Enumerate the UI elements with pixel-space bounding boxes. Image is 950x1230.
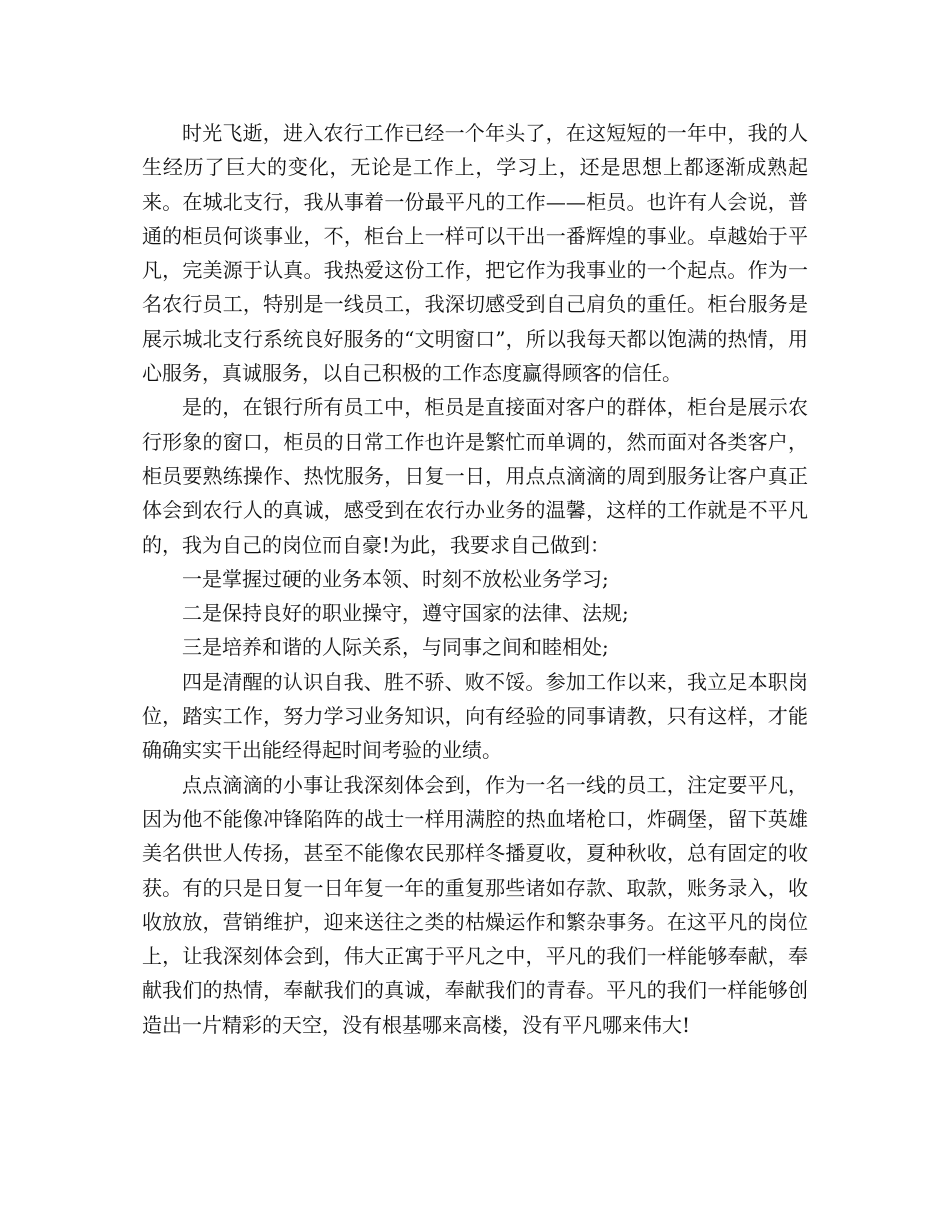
document-body xyxy=(142,116,808,1042)
paragraph-5: 三是培养和谐的人际关系，与同事之间和睦相处; xyxy=(182,635,609,660)
paragraph-6: 四是清醒的认识自我、胜不骄、败不馁。参加工作以来，我立足本职岗位，踏实工作，努力学习业务知识，向有经验的同事请教，只有这样，才能确确实实干出能经得起时间考验的业绩。 xyxy=(142,669,808,763)
paragraph-3: 一是掌握过硬的业务本领、时刻不放松业务学习; xyxy=(182,566,609,591)
paragraph-4: 二是保持良好的职业操守，遵守国家的法律、法规; xyxy=(182,601,629,626)
paragraph-7: 点点滴滴的小事让我深刻体会到，作为一名一线的员工，注定要平凡，因为他不能像冲锋陷阵的战士一样用满腔的热血堵枪口，炸碉堡，留下英雄美名供世人传扬，甚至不能像农民那样冬播夏收，夏种秋收，总有固定的收获。有的只是日复一日年复一年的重复那些诸如存款、取款，账务录入，收收放放，营销维护，迎来送往之类的枯燥运作和繁杂事务。在这平凡的岗位上，让我深刻体会到，伟大正寓于平凡之中，平凡的我们一样能够奉献，奉献我们的热情，奉献我们的真诚，奉献我们的青春。平凡的我们一样能够创造出一片精彩的天空，没有根基哪来高楼，没有平凡哪来伟大! xyxy=(142,772,808,1037)
paragraph-2: 是的，在银行所有员工中，柜员是直接面对客户的群体，柜台是展示农行形象的窗口，柜员的日常工作也许是繁忙而单调的，然而面对各类客户，柜员要熟练操作、热忱服务，日复一日，用点点滴滴的周到服务让客户真正体会到农行人的真诚，感受到在农行办业务的温馨，这样的工作就是不平凡的，我为自己的岗位而自豪!为此，我要求自己做到： xyxy=(142,395,808,557)
paragraph-1: 时光飞逝，进入农行工作已经一个年头了，在这短短的一年中，我的人生经历了巨大的变化，无论是工作上，学习上，还是思想上都逐渐成熟起来。在城北支行，我从事着一份最平凡的工作——柜员。也许有人会说，普通的柜员何谈事业，不，柜台上一样可以干出一番辉煌的事业。卓越始于平凡，完美源于认真。我热爱这份工作，把它作为我事业的一个起点。作为一名农行员工，特别是一线员工，我深切感受到自己肩负的重任。柜台服务是展示城北支行系统良好服务的“文明窗口”，所以我每天都以饱满的热情，用心服务，真诚服务，以自己积极的工作态度赢得顾客的信任。 xyxy=(142,121,808,386)
